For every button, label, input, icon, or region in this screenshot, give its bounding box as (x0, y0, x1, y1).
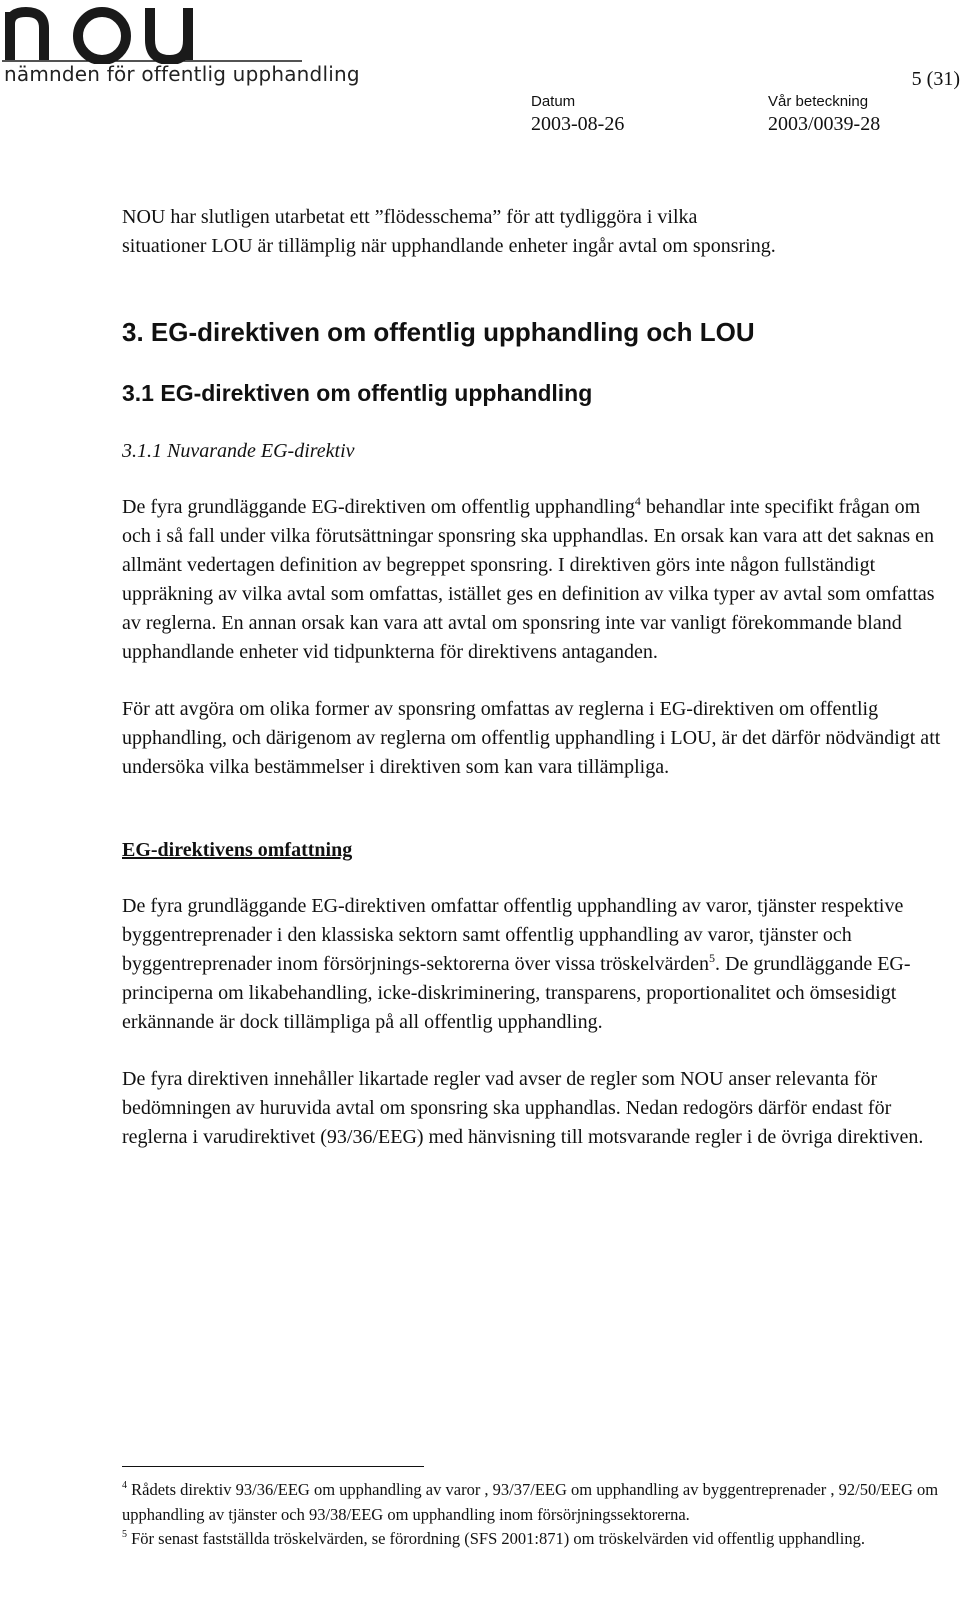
intro-line-1: NOU har slutligen utarbetat ett ”flödesschema” för att tydliggöra i vilka (122, 206, 698, 228)
page-number: 5 (31) (911, 68, 960, 90)
paragraph-directive-scope (122, 892, 952, 1037)
intro-line-2: situationer LOU är tillämplig när upphandlande enheter ingår avtal om sponsring. (122, 235, 776, 257)
section-heading-3: 3. EG-direktiven om offentlig upphandling och LOU (122, 317, 755, 347)
subsubsection-heading-3-1-1: 3.1.1 Nuvarande EG-direktiv (122, 440, 355, 462)
paragraph-applicability: För att avgöra om olika former av sponsring omfattas av reglerna i EG-direktiven om offentlig upphandling, och därigenom av reglerna om offentlig upphandling i LOU, är det därför nödvändigt att undersöka vilka bestämmelser i direktiven som kan vara tillämpliga. (122, 698, 941, 778)
footnote-5 (122, 1527, 952, 1552)
logo-text: nämnden för offentlig upphandling (4, 62, 360, 86)
intro-paragraph (122, 203, 952, 261)
nou-logo-mark (2, 0, 302, 64)
footnote-5-text: För senast fastställda tröskelvärden, se förordning (SFS 2001:871) om tröskelvärden vid offentlig upphandling. (127, 1529, 865, 1548)
date-block (531, 94, 624, 138)
subsection-heading-3-1: 3.1 EG-direktiven om offentlig upphandling (122, 380, 593, 406)
footnotes (122, 1478, 952, 1552)
footnote-number-5: 5 (122, 1529, 127, 1540)
footnote-ref-4[interactable]: 4 (634, 494, 641, 508)
date-value: 2003-08-26 (531, 113, 625, 135)
paragraph-current-directives-part-1: De fyra grundläggande EG-direktiven om offentlig upphandling (122, 496, 635, 518)
reference-label: Vår beteckning (768, 93, 869, 110)
paragraph-directive-scope-part-1: De fyra grundläggande EG-direktiven omfattar offentlig upphandling av varor, tjänster respektive byggentreprenader i den klassiska sektorn samt offentlig upphandling av varor, tjänster och byggentreprenader inom försörjnings-sektorerna över vissa tröskelvärden (122, 895, 904, 975)
paragraph-directive-rules: De fyra direktiven innehåller likartade regler vad avser de regler som NOU anser relevanta för bedömningen av huruvida avtal om sponsring ska upphandlas. Nedan redogörs därför endast för reglerna i varudirektivet (93/36/EEG) med hänvisning till motsvarande regler i de övriga direktiven. (122, 1068, 924, 1148)
date-label: Datum (531, 93, 576, 110)
document-body (122, 203, 952, 1152)
footnote-number-4: 4 (122, 1480, 127, 1491)
reference-value: 2003/0039-28 (768, 113, 881, 135)
heading-directive-scope: EG-direktivens omfattning (122, 839, 353, 861)
reference-block (768, 94, 880, 138)
footnote-ref-5[interactable]: 5 (709, 951, 716, 965)
footnote-4-text: Rådets direktiv 93/36/EEG om upphandling av varor , 93/37/EEG om upphandling av byggentreprenader , 92/50/EEG om upphandling av tjänster och 93/38/EEG om upphandling inom försörjningssektorerna. (122, 1480, 939, 1524)
paragraph-current-directives (122, 493, 952, 667)
paragraph-directive-scope-part-2: . De grundläggande EG-principerna om likabehandling, icke-diskriminering, transparens, proportionalitet och ömsesidigt erkännande är dock tillämpliga på all offentlig upphandling. (122, 953, 911, 1033)
nou-logo (2, 0, 360, 92)
footnote-4 (122, 1478, 952, 1527)
paragraph-current-directives-part-2: behandlar inte specifikt frågan om och i så fall under vilka förutsättningar sponsring ska upphandlas. En orsak kan vara att det saknas en allmänt vedertagen definition av begreppet sponsring. I direktiven görs inte någon fullständigt uppräkning av vilka avtal som omfattas, istället ges en definition av vilka typer av avtal som omfattas av reglerna. En annan orsak kan vara att avtal om sponsring inte var vanligt förekommande bland upphandlande enheter vid tidpunkterna för direktivens antaganden. (122, 496, 935, 663)
footnote-separator (122, 1466, 424, 1467)
